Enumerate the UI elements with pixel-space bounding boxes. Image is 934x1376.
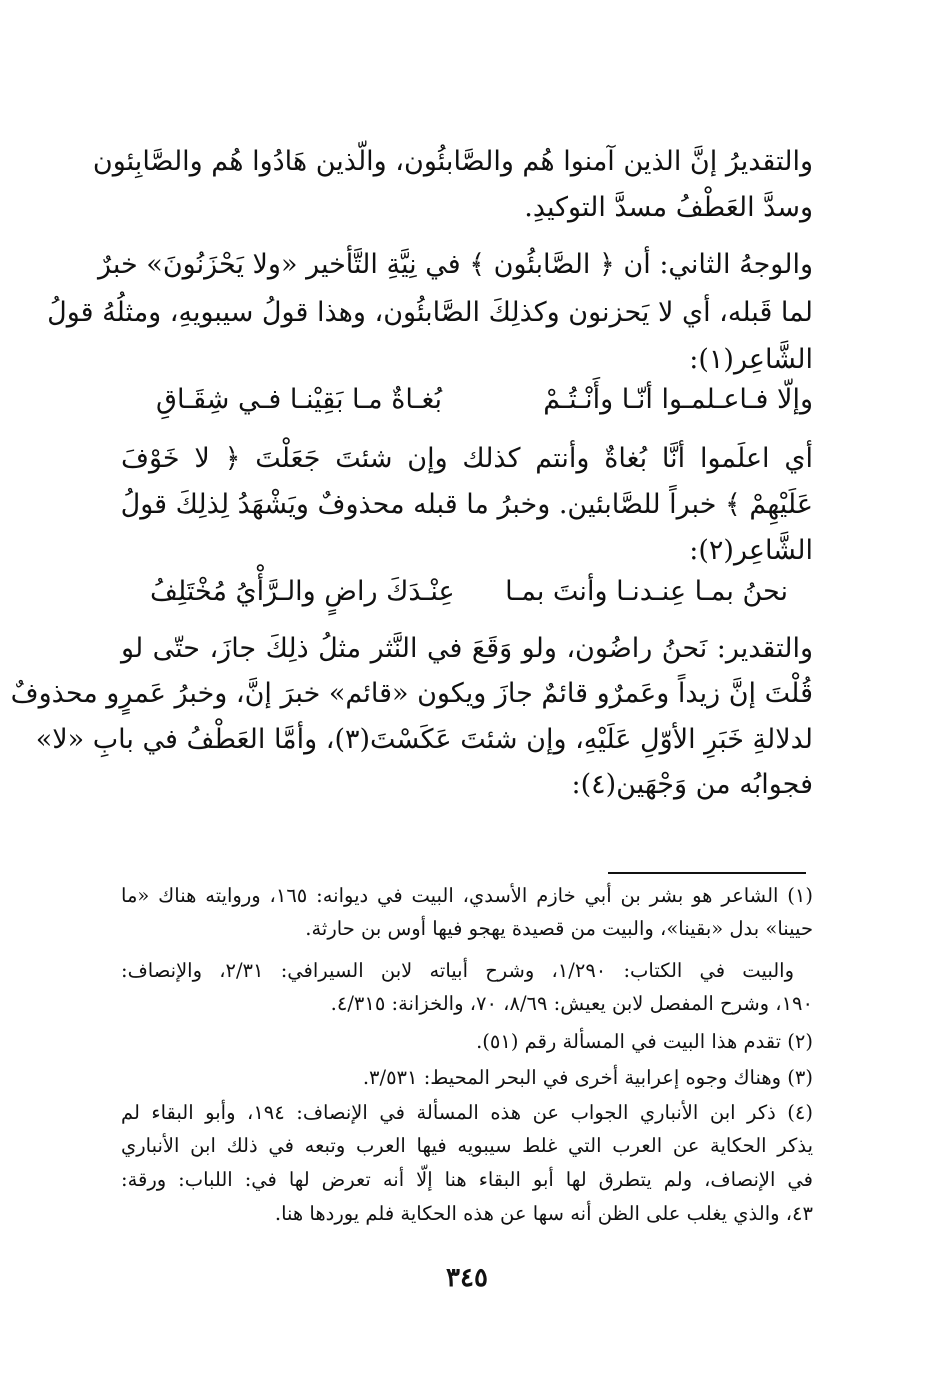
footnote-line-7: (٤) ذكر ابن الأنباري الجواب عن هذه المسألة في الإنصاف: ١٩٤، وأبو البقاء لم [121, 1101, 813, 1124]
body-line-5: الشَّاعِر(١): [689, 344, 813, 375]
verse-1-first-hemistich: وإلّا فـاعـلمـوا أنّـا وأَنْـتُـمْ [543, 384, 813, 415]
verse-1-second-hemistich: بُغـاةٌ مـا بَقِيْنـا فـي شِقَـاقِ [156, 384, 443, 415]
body-line-9: والتقدير: نَحنُ راضُون، ولو وَقَعَ في النَّثر مثلُ ذلِكَ جازَ، حتّى لو [121, 633, 813, 664]
body-line-2: وسدَّ العَطْفُ مسدَّ التوكيدِ. [524, 192, 813, 223]
verse-2-second-hemistich: عِنْـدَكَ راضٍ والـرَّأْيُ مُخْتَلِفُ [150, 576, 455, 607]
body-line-7: عَلَيْهِمْ ﴾ خبراً للصَّابئين. وخبرُ ما قبله محذوفٌ ويَشْهَدُ لِذلِكَ قولُ [120, 489, 813, 520]
footnote-line-5: (٢) تقدم هذا البيت في المسألة رقم (٥١). [476, 1030, 813, 1053]
footnote-line-9: في الإنصاف، ولم يتطرق لها أبو البقاء هنا إلّا أنه تعرض لها في: اللباب: ورقة: [121, 1168, 813, 1191]
body-line-11: لدلالةِ خَبَرِ الأوّلِ عَلَيْهِ، وإن شئتَ عَكَسْتَ(٣)، وأمَّا العَطْفُ في بابِ «لا» [35, 724, 813, 755]
body-line-8: الشَّاعِر(٢): [689, 535, 813, 566]
body-line-6: أي اعلَموا أنَّا بُغاةٌ وأنتم كذلك وإن شئتَ جَعَلْتَ ﴿ لا خَوْفَ [121, 443, 813, 474]
footnote-line-4: ١٩٠، وشرح المفصل لابن يعيش: ٨/٦٩، ٧٠، والخزانة: ٤/٣١٥. [330, 992, 813, 1015]
footnote-line-3: والبيت في الكتاب: ١/٢٩٠، وشرح أبياته لابن السيرافي: ٢/٣١، والإنصاف: [121, 959, 794, 982]
footnote-line-8: يذكر الحكاية عن العرب التي غلط سيبويه فيها العرب وتبعه في ذلك ابن الأنباري [121, 1134, 813, 1157]
body-line-1: والتقديرُ إنَّ الذين آمنوا هُم والصَّابئُون، والّذين هَادُوا هُم والصَّابِئون [92, 146, 813, 177]
footnote-separator [608, 872, 806, 874]
body-line-3: والوجهُ الثاني: أن ﴿ الصَّابئُون ﴾ في نِيَّةِ التَّأخير «ولا يَحْزَنُونَ» خبرٌ [97, 249, 813, 280]
page-number: ٣٤٥ [446, 1263, 488, 1293]
body-line-4: لما قَبله، أي لا يَحزنون وكذلِكَ الصَّابئُون، وهذا قولُ سيبويهِ، ومثلُهُ قولُ [47, 297, 813, 328]
body-line-12: فجوابُه من وَجْهَين(٤): [571, 769, 813, 800]
verse-2-first-hemistich: نحنُ بمـا عِنـدنـا وأنتَ بمـا [505, 576, 788, 607]
footnote-line-6: (٣) وهناك وجوه إعرابية أخرى في البحر المحيط: ٣/٥٣١. [362, 1066, 813, 1089]
footnote-line-1: (١) الشاعر هو بشر بن أبي خازم الأسدي، البيت في ديوانه: ١٦٥، وروايته هناك «ما [121, 884, 813, 907]
body-line-10: قُلْتَ إنَّ زيداً وعَمرٌو قائمٌ جازَ ويكون «قائم» خبرَ إنَّ، وخبرُ عَمرٍو محذوفٌ [10, 678, 813, 709]
footnote-line-10: ٤٣، والذي يغلب على الظن أنه سها عن هذه الحكاية فلم يوردها هنا. [274, 1202, 813, 1225]
footnote-line-2: حيينا» بدل «بقينا»، والبيت من قصيدة يهجو فيها أوس بن حارثة. [305, 917, 813, 940]
